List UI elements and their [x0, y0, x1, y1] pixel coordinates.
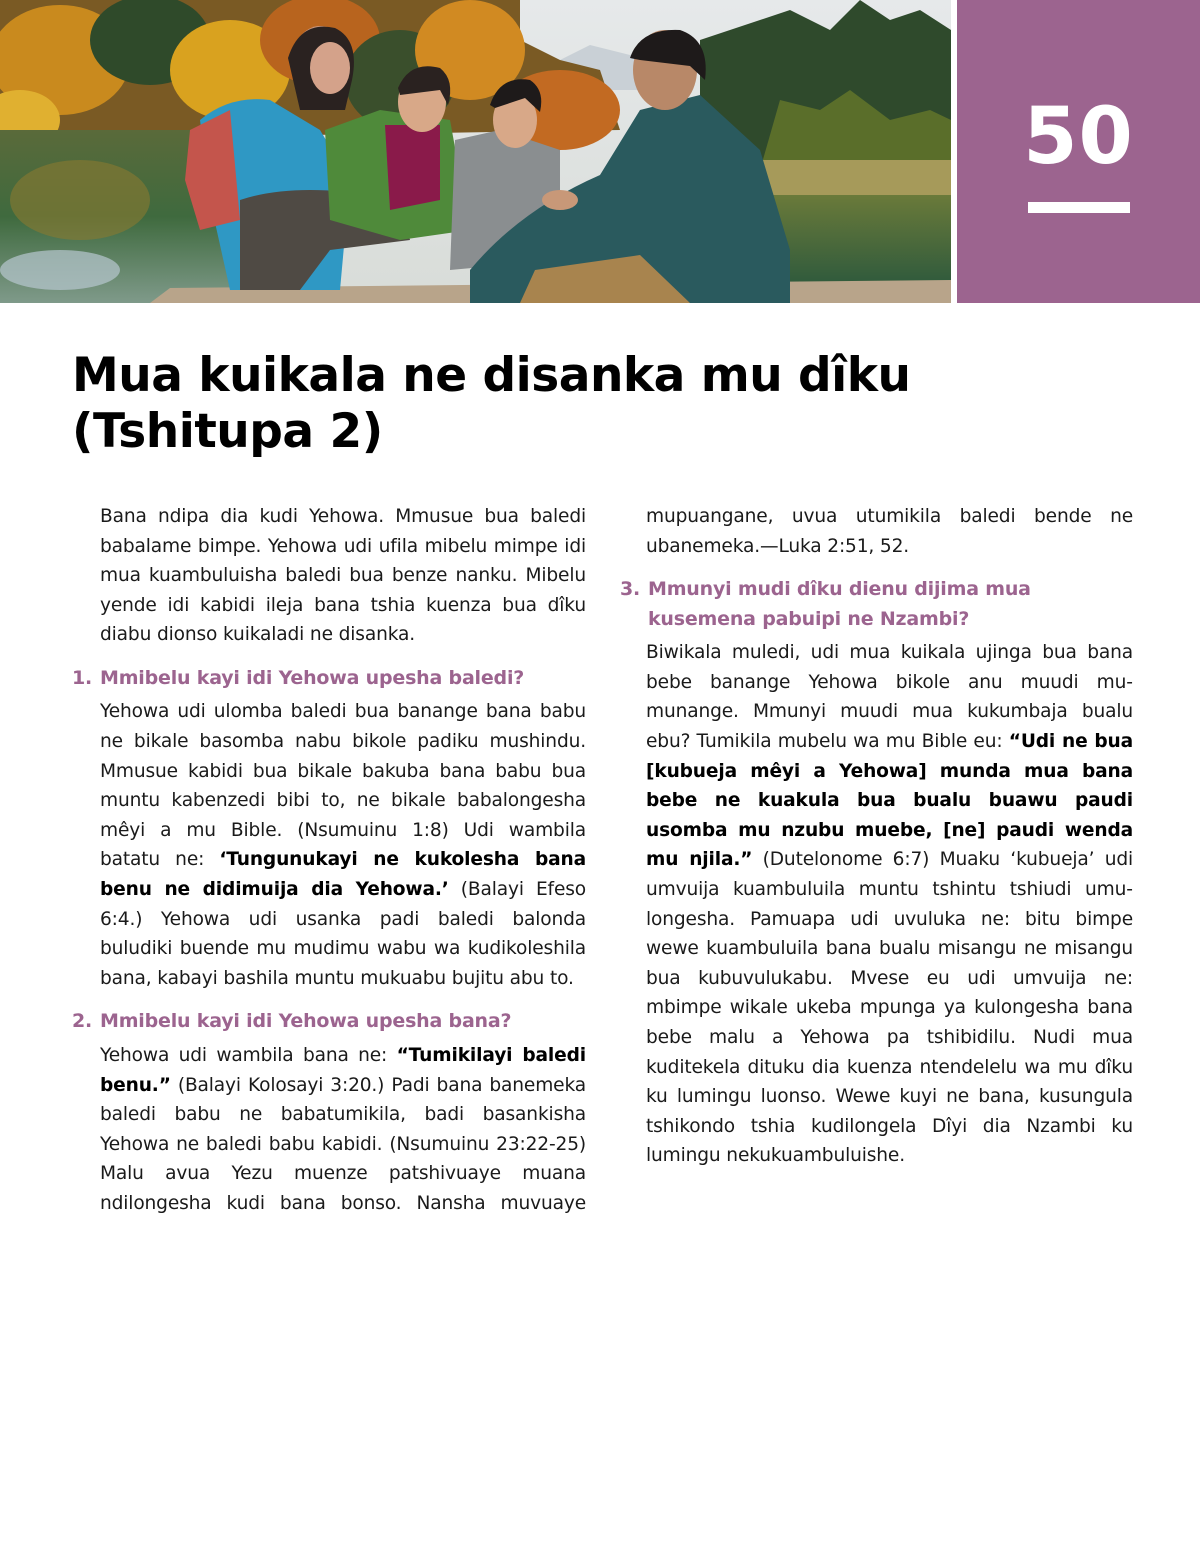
section-1-question — [72, 664, 586, 694]
section-2-scripture-quote: “Tumikilayi baledi benu.” — [100, 1044, 586, 1096]
section-2-text: Yehowa udi wambila bana ne: — [100, 1044, 397, 1066]
section-2-number: 2. — [72, 1010, 93, 1033]
section-1-text: Yehowa udi ulomba baledi bua banange bana babu ne bikale basomba nabu bikole padiku mushindu. Mmusue kabidi bua bikale bakuba bana babu bua muntu kabenzedi bibi to, ne bikale babalongesha mêyi a mu Bible. (Nsumuinu 1:8) Udi wambila batatu ne: — [100, 701, 586, 871]
section-1-number: 1. — [72, 666, 93, 689]
left-column — [72, 502, 586, 1218]
section-3-question-text: Mmunyi mudi dîku dienu dijima mua kusemena pabuipi ne Nzambi? — [648, 578, 1031, 630]
intro-paragraph: Bana ndipa dia kudi Yehowa. Mmusue bua baledi babalame bimpe. Yehowa udi ufila mibelu mimpe idi mua kuambuluisha baledi bua benze nanku. Mibelu yende idi kabidi ileja bana tshia kuenza bua dîku diabu dionso kuikaladi ne disanka. — [100, 506, 586, 646]
section-3-body — [620, 638, 1133, 1171]
lesson-number-underline — [1028, 202, 1130, 213]
section-3-number: 3. — [620, 578, 641, 601]
lesson-number-badge — [957, 0, 1200, 303]
section-3-text: (Dutelonome 6:7) Muaku ‘kubueja’ udi umvuija kuambuluila muntu tshintu tshiudi umulongesha. Pamuapa udi uvuluka ne: bitu bimpe wewe kuambuluila bana bualu misangu ne misangu bua kubuvulukabu. Mvese eu udi umvuija ne: mbimpe wikale ukeba mpunga ya kulongesha bana bebe malu a Yehowa pa tshibidilu. Nudi mua kuditekela dituku dia kuenza ntendelelu wa mu dîku ku lumingu luonso. Wewe kuyi ne bana, kusungula tshikondo tshia kudilongela Dîyi dia Nzambi ku lumingu nekukuambuluishe. — [646, 849, 1133, 1167]
section-2-question — [72, 1007, 586, 1037]
section-2-question-text: Mmibelu kayi idi Yehowa upesha bana? — [100, 1010, 512, 1033]
family-by-lake-image — [0, 0, 951, 303]
lesson-number: 50 — [1023, 92, 1134, 182]
section-1-question-text: Mmibelu kayi idi Yehowa upesha baledi? — [100, 666, 525, 689]
page-title — [72, 348, 972, 460]
section-1-scripture-quote: ‘Tungunukayi ne kukolesha bana benu ne didimuija dia Yehowa.’ — [100, 849, 586, 901]
section-3-scripture-quote: “Udi ne bua [kubueja mêyi a Yehowa] munda mua bana bebe ne kuakula bua bualu buawu paudi usomba mu nzubu muebe, [ne] paudi wenda mu njila.” — [646, 730, 1133, 871]
hero-photo — [0, 0, 951, 303]
section-2-text: (Balayi Kolosayi 3:20.) Padi bana banemeka baledi babu ne babatumikila, badi basankisha Yehowa ne baledi babu kabidi. (Nsumuinu 23:22-25) Malu avua Yezu muenze patshivuaye muana ndilongesha kudi bana bonso. Nansha muvuaye — [100, 1074, 586, 1214]
section-1-body — [72, 697, 586, 993]
section-3-question — [620, 575, 1133, 634]
section-2-body-continued — [620, 502, 1133, 561]
page-title-line2: (Tshitupa 2) — [72, 404, 383, 459]
section-1-text: (Balayi Efeso 6:4.) Yehowa udi usanka padi baledi balonda buludiki buende mu mudimu wabu wa kudikoleshila bana, kabayi bashila muntu mukuabu bujitu abu to. — [100, 879, 586, 989]
section-3-text: Biwikala muledi, udi mua kuikala ujinga bua bana bebe banange Yehowa bikole anu muudi mumunange. Mmunyi muudi mua kukumbaja bualu ebu? Tumikila mubelu wa mu Bible eu: — [646, 642, 1133, 752]
section-2-text-continued: mupuangane, uvua utumikila baledi bende ne ubanemeka.—Luka 2:51, 52. — [646, 506, 1133, 557]
right-column — [620, 502, 1133, 1171]
page-title-line1: Mua kuikala ne disanka mu dîku — [72, 348, 911, 403]
section-2-body — [72, 1041, 586, 1219]
